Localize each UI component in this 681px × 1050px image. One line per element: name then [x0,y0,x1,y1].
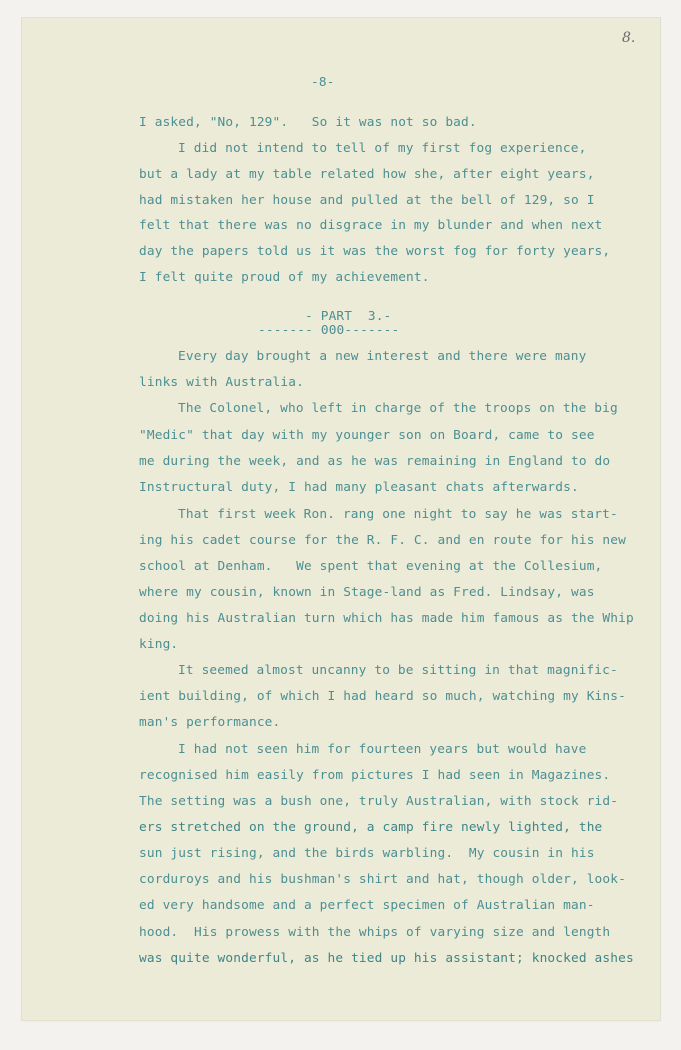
text-line: recognised him easily from pictures I had seen in Magazines. [139,768,611,783]
text-line: The setting was a bush one, truly Australian, with stock rid- [139,794,619,809]
text-line: had mistaken her house and pulled at the bell of 129, so I [139,193,595,208]
text-line: It seemed almost uncanny to be sitting in that magnific- [178,663,618,678]
text-line: Instructural duty, I had many pleasant chats afterwards. [139,480,579,495]
text-line: "Medic" that day with my younger son on Board, came to see [139,428,595,443]
text-line: doing his Australian turn which has made him famous as the Whip [139,611,634,626]
text-line: links with Australia. [139,375,304,390]
handwritten-page-number: 8. [622,30,636,46]
text-line: king. [139,637,179,652]
text-line: I had not seen him for fourteen years but would have [178,742,587,757]
typed-page-number: -8- [311,75,335,90]
text-line: day the papers told us it was the worst fog for forty years, [139,244,611,259]
text-line: sun just rising, and the birds warbling. My cousin in his [139,846,595,861]
text-line: man's performance. [139,715,281,730]
text-line: hood. His prowess with the whips of varying size and length [139,925,611,940]
text-line: Every day brought a new interest and there were many [178,349,587,364]
text-line: ient building, of which I had heard so much, watching my Kins- [139,689,626,704]
text-line: but a lady at my table related how she, after eight years, [139,167,595,182]
text-line: ers stretched on the ground, a camp fire newly lighted, the [139,820,603,835]
text-line: corduroys and his bushman's shirt and hat, though older, look- [139,872,626,887]
text-line: That first week Ron. rang one night to say he was start- [178,507,618,522]
text-line: The Colonel, who left in charge of the troops on the big [178,401,618,416]
text-line: I felt quite proud of my achievement. [139,270,430,285]
text-line: was quite wonderful, as he tied up his assistant; knocked ashes [139,951,634,966]
text-line: me during the week, and as he was remaining in England to do [139,454,611,469]
text-line: school at Denham. We spent that evening at the Collesium, [139,559,603,574]
text-line: I asked, "No, 129". So it was not so bad. [139,115,477,130]
section-divider: ------- 000------- [258,323,400,338]
section-heading: - PART 3.- [305,309,392,324]
text-line: felt that there was no disgrace in my blunder and when next [139,218,603,233]
text-line: ing his cadet course for the R. F. C. and en route for his new [139,533,626,548]
text-line: I did not intend to tell of my first fog experience, [178,141,587,156]
text-line: where my cousin, known in Stage-land as Fred. Lindsay, was [139,585,595,600]
text-line: ed very handsome and a perfect specimen of Australian man- [139,898,595,913]
